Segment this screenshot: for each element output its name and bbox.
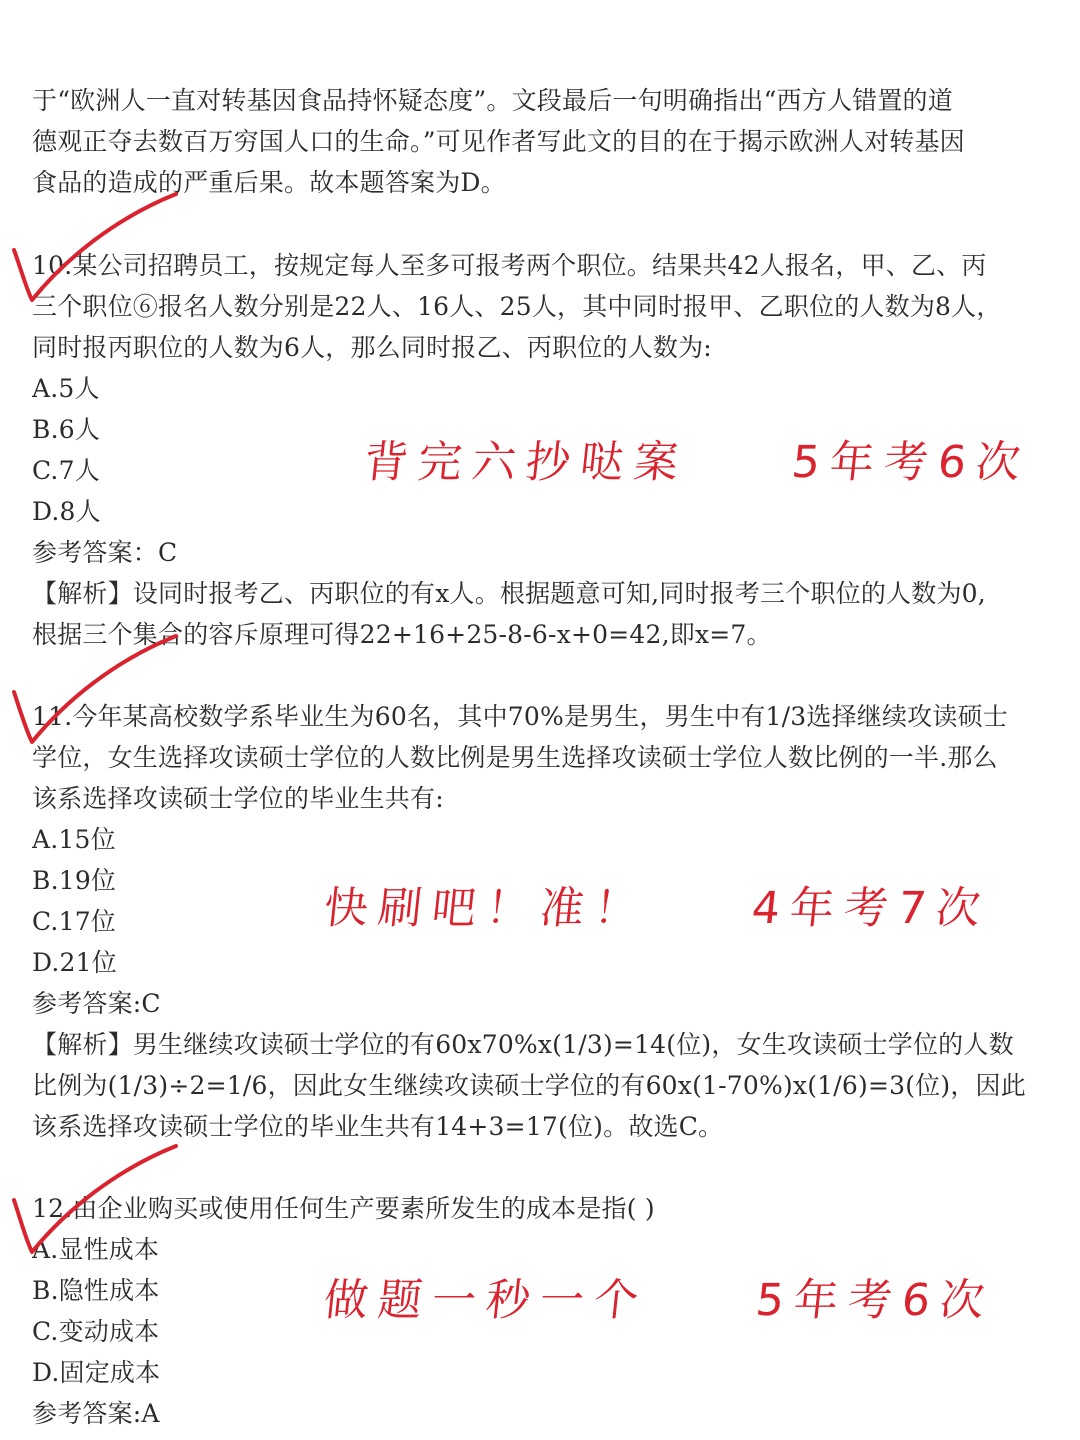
q10-answer: 参考答案：C	[32, 538, 178, 567]
q10-analysis-line-1: 【解析】设同时报考乙、丙职位的有x人。根据题意可知,同时报考三个职位的人数为0,	[32, 579, 986, 608]
q10-option-c: C.7人	[32, 456, 100, 485]
q10-analysis-line-2: 根据三个集合的容斥原理可得22+16+25-8-6-x+0=42,即x=7。	[32, 620, 772, 649]
q11-option-a: A.15位	[32, 825, 116, 854]
q10-option-d: D.8人	[32, 497, 101, 526]
q12-option-d: D.固定成本	[32, 1358, 161, 1387]
q11-analysis-line-1: 【解析】男生继续攻读硕士学位的有60x70%x(1/3)=14(位)，女生攻读硕士学位的人数	[32, 1030, 1014, 1059]
q11-option-d: D.21位	[32, 948, 117, 977]
q11-answer: 参考答案:C	[32, 989, 161, 1018]
q11-analysis-line-2: 比例为(1/3)÷2=1/6，因此女生继续攻读硕士学位的有60x(1-70%)x(1/6)=3(位)，因此	[32, 1071, 1026, 1100]
q12-option-b: B.隐性成本	[32, 1276, 160, 1305]
q11-stem-line-2: 学位，女生选择攻读硕士学位的人数比例是男生选择攻读硕士学位人数比例的一半.那么	[32, 743, 998, 772]
q11-handwritten-note: 快刷吧！准！	[321, 883, 651, 934]
q10-handwritten-note: 背完六抄哒案	[361, 437, 691, 488]
q10-stem-line-2: 三个职位⑥报名人数分别是22人、16人、25人，其中同时报甲、乙职位的人数为8人，	[32, 292, 1002, 321]
q10-handwritten-count: 5年考6次	[789, 437, 1033, 488]
intro-line-3: 食品的造成的严重后果。故本题答案为D。	[32, 168, 506, 197]
q11-handwritten-count: 4年考7次	[749, 883, 993, 934]
q11-stem-line-1: 11.今年某高校数学系毕业生为60名，其中70%是男生，男生中有1/3选择继续攻读硕士	[32, 702, 1008, 731]
q11-option-b: B.19位	[32, 866, 117, 895]
q10-option-a: A.5人	[32, 374, 100, 403]
q12-option-a: A.显性成本	[32, 1235, 160, 1264]
q11-option-c: C.17位	[32, 907, 116, 936]
q11-stem-line-3: 该系选择攻读硕士学位的毕业生共有:	[32, 784, 444, 813]
q12-answer: 参考答案:A	[32, 1399, 160, 1428]
q12-handwritten-count: 5年考6次	[753, 1275, 997, 1326]
q11-analysis-line-3: 该系选择攻读硕士学位的毕业生共有14+3=17(位)。故选C。	[32, 1112, 724, 1141]
q10-stem-line-3: 同时报丙职位的人数为6人，那么同时报乙、丙职位的人数为:	[32, 333, 712, 362]
q10-stem-line-1: 10.某公司招聘员工，按规定每人至多可报考两个职位。结果共42人报名，甲、乙、丙	[32, 251, 987, 280]
q12-stem-line-1: 12.由企业购买或使用任何生产要素所发生的成本是指( )	[32, 1194, 655, 1223]
intro-line-2: 德观正夺去数百万穷国人口的生命。”可见作者写此文的目的在于揭示欧洲人对转基因	[32, 127, 965, 156]
q12-option-c: C.变动成本	[32, 1317, 160, 1346]
q12-handwritten-note: 做题一秒一个	[321, 1275, 651, 1326]
intro-line-1: 于“欧洲人一直对转基因食品持怀疑态度”。文段最后一句明确指出“西方人错置的道	[32, 86, 953, 115]
q10-option-b: B.6人	[32, 415, 101, 444]
